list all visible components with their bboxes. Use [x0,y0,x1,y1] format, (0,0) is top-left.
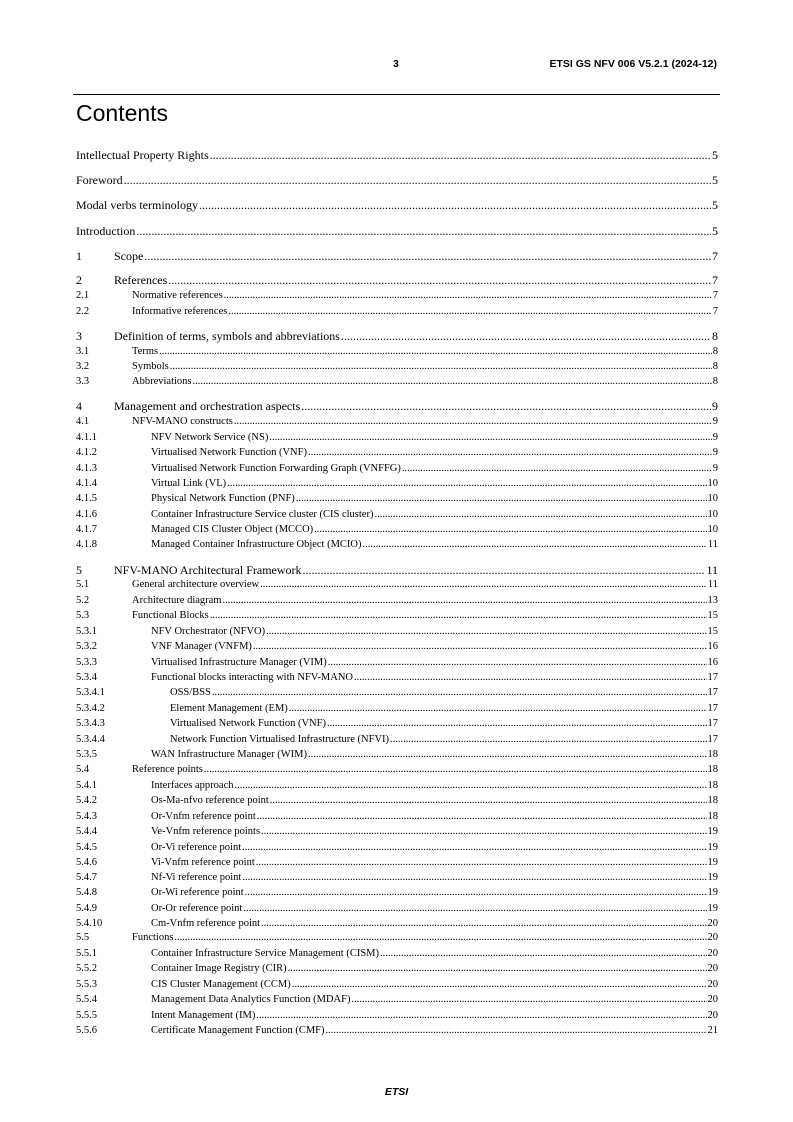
toc-entry-title: Virtualised Network Function (VNF) [170,718,326,729]
toc-entry-title: Normative references [132,290,223,301]
toc-entry-title: Management Data Analytics Function (MDAF) [151,994,351,1005]
toc-dot-leader [242,872,706,883]
toc-dot-leader [351,994,706,1005]
toc-dot-leader [256,1010,706,1021]
toc-entry[interactable] [76,376,718,387]
toc-entry-page: 17 [707,672,718,683]
toc-entry[interactable] [76,811,718,822]
toc-entry-number: 4.1.3 [76,463,97,474]
toc-entry-number: 5.4.1 [76,780,97,791]
toc-entry-page: 9 [712,447,718,458]
toc-entry-page: 11 [706,563,718,577]
toc-entry-number: 5.3 [76,610,90,621]
toc-dot-leader [228,306,711,317]
toc-entry-page: 13 [707,595,718,606]
toc-dot-leader [174,932,706,943]
toc-entry-title: Ve-Vnfm reference points [151,826,261,837]
toc-entry-number: 5.3.4.4 [76,734,105,745]
toc-entry-number: 5.4.2 [76,795,97,806]
toc-dot-leader [234,416,712,427]
toc-entry-number: 4.1.6 [76,509,97,520]
toc-entry-title: Functional blocks interacting with NFV-MANO [151,672,354,683]
toc-entry-page: 20 [707,979,718,990]
toc-entry[interactable] [76,641,718,652]
toc-entry-number: 2.2 [76,306,90,317]
toc-entry-title: Definition of terms, symbols and abbreviations [114,329,340,343]
toc-entry-page: 10 [707,509,718,520]
toc-entry-page: 8 [712,329,718,343]
toc-entry-title: Virtualised Infrastructure Manager (VIM) [151,657,327,668]
toc-dot-leader [289,703,707,714]
toc-entry-title: General architecture overview [132,579,260,590]
toc-entry[interactable] [76,963,718,974]
toc-entry[interactable] [76,361,718,372]
toc-entry-number: 4.1.2 [76,447,97,458]
toc-entry[interactable] [76,795,718,806]
toc-dot-leader [253,641,707,652]
toc-entry-page: 20 [707,963,718,974]
toc-dot-leader [390,734,706,745]
toc-entry[interactable] [76,610,718,621]
toc-dot-leader [193,376,712,387]
toc-entry[interactable] [76,1010,718,1021]
toc-entry-title: NFV Orchestrator (NFVO) [151,626,266,637]
toc-entry-page: 18 [707,795,718,806]
toc-entry-number: 5.3.5 [76,749,97,760]
toc-entry-title: Architecture diagram [132,595,222,606]
toc-entry-page: 10 [707,493,718,504]
toc-dot-leader [168,273,711,288]
toc-entry[interactable] [76,932,718,943]
toc-entry-page: 7 [712,290,718,301]
toc-entry-title: Intellectual Property Rights [76,148,209,162]
toc-entry-page: 19 [707,887,718,898]
toc-entry[interactable] [76,626,718,637]
toc-entry-number: 5.5.3 [76,979,97,990]
toc-dot-leader [326,1025,707,1036]
toc-entry-page: 8 [712,346,718,357]
toc-entry-number: 4.1.4 [76,478,97,489]
toc-entry-title: Container Image Registry (CIR) [151,963,287,974]
toc-entry[interactable] [76,249,718,264]
toc-entry-number: 5.4.7 [76,872,97,883]
toc-entry-title: NFV Network Service (NS) [151,432,269,443]
toc-entry-page: 7 [712,306,718,317]
toc-entry-page: 18 [707,811,718,822]
toc-entry[interactable] [76,1025,718,1036]
toc-entry-title: OSS/BSS [170,687,211,698]
toc-entry-page: 5 [712,173,718,187]
toc-entry-number: 5.5 [76,932,90,943]
toc-dot-leader [144,249,711,264]
toc-dot-leader [327,718,707,729]
toc-entry-page: 19 [707,842,718,853]
toc-dot-leader [261,826,706,837]
toc-entry-number: 2.1 [76,290,90,301]
toc-entry-number: 2 [76,273,82,287]
toc-entry[interactable] [76,493,718,504]
toc-entry-title: Vi-Vnfm reference point [151,857,255,868]
toc-dot-leader [170,361,712,372]
toc-entry-title: Modal verbs terminology [76,198,198,212]
toc-entry-number: 3 [76,329,82,343]
toc-entry-page: 21 [707,1025,718,1036]
toc-entry[interactable] [76,290,718,301]
toc-entry-number: 5.3.1 [76,626,97,637]
toc-dot-leader [136,224,711,239]
toc-entry-title: Interfaces approach [151,780,234,791]
toc-entry[interactable] [76,872,718,883]
toc-entry-title: Certificate Management Function (CMF) [151,1025,325,1036]
toc-dot-leader [199,198,711,213]
toc-entry-page: 10 [707,524,718,535]
toc-entry[interactable] [76,346,718,357]
toc-entry-number: 3.3 [76,376,90,387]
toc-dot-leader [288,963,707,974]
toc-entry-title: Informative references [132,306,228,317]
toc-entry[interactable] [76,780,718,791]
toc-entry-number: 3.2 [76,361,90,372]
toc-entry-title: Os-Ma-nfvo reference point [151,795,269,806]
toc-entry[interactable] [76,718,718,729]
toc-dot-leader [261,918,706,929]
toc-entry[interactable] [76,887,718,898]
toc-dot-leader [243,903,706,914]
toc-dot-leader [245,887,707,898]
toc-entry-title: Or-Vi reference point [151,842,242,853]
toc-dot-leader [380,948,706,959]
toc-dot-leader [257,811,707,822]
toc-entry-title: Reference points [132,764,203,775]
toc-entry-page: 5 [712,198,718,212]
table-of-contents [76,0,718,1122]
toc-dot-leader [314,524,706,535]
toc-entry-title: NFV-MANO Architectural Framework [114,563,302,577]
toc-entry-title: Functional Blocks [132,610,209,621]
toc-entry-title: Or-Vnfm reference point [151,811,256,822]
toc-entry-number: 5.4.8 [76,887,97,898]
toc-entry-page: 8 [712,376,718,387]
toc-entry-number: 5.3.4.1 [76,687,105,698]
toc-entry[interactable] [76,198,718,213]
toc-entry-title: Cm-Vnfm reference point [151,918,261,929]
toc-entry[interactable] [76,539,718,550]
toc-entry-page: 5 [712,224,718,238]
toc-entry-page: 7 [712,273,718,287]
toc-entry-title: CIS Cluster Management (CCM) [151,979,291,990]
toc-entry-page: 19 [707,903,718,914]
toc-entry[interactable] [76,173,718,188]
toc-entry[interactable] [76,148,718,163]
toc-entry-page: 19 [707,826,718,837]
toc-entry-number: 5.3.4.3 [76,718,105,729]
toc-entry-number: 5.5.4 [76,994,97,1005]
toc-dot-leader [235,780,707,791]
toc-entry-page: 10 [707,478,718,489]
toc-entry-number: 5.5.5 [76,1010,97,1021]
toc-entry[interactable] [76,416,718,427]
toc-entry[interactable] [76,329,718,344]
toc-dot-leader [204,764,707,775]
toc-entry-page: 8 [712,361,718,372]
toc-dot-leader [242,842,706,853]
toc-dot-leader [224,290,712,301]
toc-entry-title: Intent Management (IM) [151,1010,256,1021]
toc-entry-page: 17 [707,703,718,714]
toc-entry-title: Foreword [76,173,123,187]
toc-entry-number: 5.4.9 [76,903,97,914]
toc-entry[interactable] [76,842,718,853]
toc-entry-number: 5.4.10 [76,918,103,929]
toc-dot-leader [308,447,712,458]
toc-entry[interactable] [76,703,718,714]
toc-entry[interactable] [76,903,718,914]
toc-entry-title: Managed Container Infrastructure Object (MCIO) [151,539,362,550]
toc-entry-number: 5.5.1 [76,948,97,959]
toc-entry-page: 20 [707,994,718,1005]
toc-entry-page: 18 [707,780,718,791]
toc-entry-page: 20 [707,1010,718,1021]
toc-entry[interactable] [76,687,718,698]
toc-entry-title: Terms [132,346,159,357]
toc-entry-title: WAN Infrastructure Manager (WIM) [151,749,307,760]
toc-dot-leader [270,795,707,806]
toc-entry-title: NFV-MANO constructs [132,416,233,427]
toc-entry[interactable] [76,224,718,239]
toc-entry-number: 4.1.7 [76,524,97,535]
toc-entry[interactable] [76,478,718,489]
toc-entry-page: 17 [707,718,718,729]
toc-entry-title: Management and orchestration aspects [114,399,301,413]
toc-entry-number: 5.3.3 [76,657,97,668]
toc-entry-number: 4.1.5 [76,493,97,504]
toc-entry-page: 17 [707,734,718,745]
toc-dot-leader [256,857,707,868]
toc-entry-title: Functions [132,932,174,943]
toc-entry-page: 11 [707,539,718,550]
toc-dot-leader [210,148,711,163]
toc-entry-page: 16 [707,657,718,668]
toc-entry[interactable] [76,273,718,288]
toc-entry[interactable] [76,432,718,443]
toc-dot-leader [303,563,706,578]
toc-entry-number: 5.4.5 [76,842,97,853]
toc-entry-number: 5.3.2 [76,641,97,652]
toc-entry[interactable] [76,764,718,775]
toc-entry-title: Network Function Virtualised Infrastructure (NFVI) [170,734,390,745]
toc-dot-leader [227,478,706,489]
toc-entry[interactable] [76,948,718,959]
toc-entry-number: 4.1.1 [76,432,97,443]
toc-entry-number: 5.5.6 [76,1025,97,1036]
toc-dot-leader [124,173,711,188]
toc-dot-leader [301,399,711,414]
toc-dot-leader [269,432,711,443]
toc-entry[interactable] [76,579,718,590]
page-number: 3 [393,58,399,70]
toc-entry[interactable] [76,563,718,578]
toc-entry-title: Virtualised Network Function Forwarding Graph (VNFFG) [151,463,401,474]
toc-entry[interactable] [76,979,718,990]
toc-entry-page: 9 [712,463,718,474]
toc-entry-page: 9 [712,416,718,427]
toc-entry-number: 5.5.2 [76,963,97,974]
toc-entry-title: Abbreviations [132,376,192,387]
toc-entry[interactable] [76,524,718,535]
toc-entry-number: 5.4.3 [76,811,97,822]
toc-entry-page: 15 [707,610,718,621]
toc-dot-leader [308,749,707,760]
toc-entry[interactable] [76,672,718,683]
toc-dot-leader [210,610,707,621]
toc-entry-number: 5.3.4 [76,672,97,683]
toc-entry-number: 5.4.4 [76,826,97,837]
toc-entry[interactable] [76,447,718,458]
toc-dot-leader [266,626,706,637]
toc-entry-page: 9 [712,399,718,413]
toc-entry-title: Physical Network Function (PNF) [151,493,295,504]
toc-dot-leader [341,329,711,344]
toc-entry-page: 20 [707,918,718,929]
toc-dot-leader [328,657,707,668]
toc-dot-leader [402,463,712,474]
toc-dot-leader [354,672,706,683]
toc-dot-leader [223,595,707,606]
toc-entry-page: 20 [707,932,718,943]
toc-entry[interactable] [76,918,718,929]
toc-entry-page: 18 [707,764,718,775]
toc-entry-number: 5.4 [76,764,90,775]
toc-entry[interactable] [76,595,718,606]
toc-entry-title: VNF Manager (VNFM) [151,641,252,652]
toc-entry-title: Scope [114,249,144,263]
toc-entry-number: 4 [76,399,82,413]
toc-entry[interactable] [76,994,718,1005]
toc-dot-leader [260,579,707,590]
toc-entry[interactable] [76,857,718,868]
toc-entry[interactable] [76,826,718,837]
toc-entry-page: 9 [712,432,718,443]
toc-entry-title: Virtual Link (VL) [151,478,227,489]
toc-entry-number: 5 [76,563,82,577]
toc-entry-title: References [114,273,168,287]
toc-entry-page: 15 [707,626,718,637]
toc-entry-number: 4.1 [76,416,90,427]
toc-entry-number: 3.1 [76,346,90,357]
toc-entry-title: Or-Or reference point [151,903,243,914]
toc-entry-number: 5.1 [76,579,90,590]
toc-entry-number: 5.3.4.2 [76,703,105,714]
toc-entry-page: 19 [707,872,718,883]
footer-text: ETSI [384,1086,409,1098]
toc-entry-title: Virtualised Network Function (VNF) [151,447,307,458]
page-title: Contents [76,100,169,126]
toc-entry-number: 5.4.6 [76,857,97,868]
toc-entry[interactable] [76,657,718,668]
toc-entry-title: Introduction [76,224,136,238]
toc-entry[interactable] [76,399,718,414]
toc-entry[interactable] [76,306,718,317]
toc-entry-page: 11 [707,579,718,590]
toc-entry-page: 19 [707,857,718,868]
toc-entry-title: Nf-Vi reference point [151,872,242,883]
toc-entry-title: Or-Wi reference point [151,887,244,898]
toc-entry[interactable] [76,734,718,745]
toc-entry-page: 16 [707,641,718,652]
toc-entry[interactable] [76,463,718,474]
toc-entry-page: 20 [707,948,718,959]
toc-entry-title: Container Infrastructure Service cluster (CIS cluster) [151,509,374,520]
toc-entry-title: Container Infrastructure Service Management (CISM) [151,948,380,959]
toc-dot-leader [292,979,707,990]
toc-entry-page: 17 [707,687,718,698]
toc-entry-title: Symbols [132,361,169,372]
toc-dot-leader [159,346,712,357]
toc-entry-number: 4.1.8 [76,539,97,550]
toc-dot-leader [212,687,707,698]
toc-dot-leader [374,509,706,520]
document-id: ETSI GS NFV 006 V5.2.1 (2024-12) [549,58,717,70]
toc-dot-leader [363,539,707,550]
toc-entry-page: 7 [712,249,718,263]
toc-entry-title: Element Management (EM) [170,703,288,714]
toc-entry-number: 5.2 [76,595,90,606]
toc-entry-page: 18 [707,749,718,760]
toc-entry[interactable] [76,749,718,760]
toc-entry-number: 1 [76,249,82,263]
toc-entry-title: Managed CIS Cluster Object (MCCO) [151,524,314,535]
toc-entry[interactable] [76,509,718,520]
toc-dot-leader [296,493,707,504]
toc-entry-page: 5 [712,148,718,162]
